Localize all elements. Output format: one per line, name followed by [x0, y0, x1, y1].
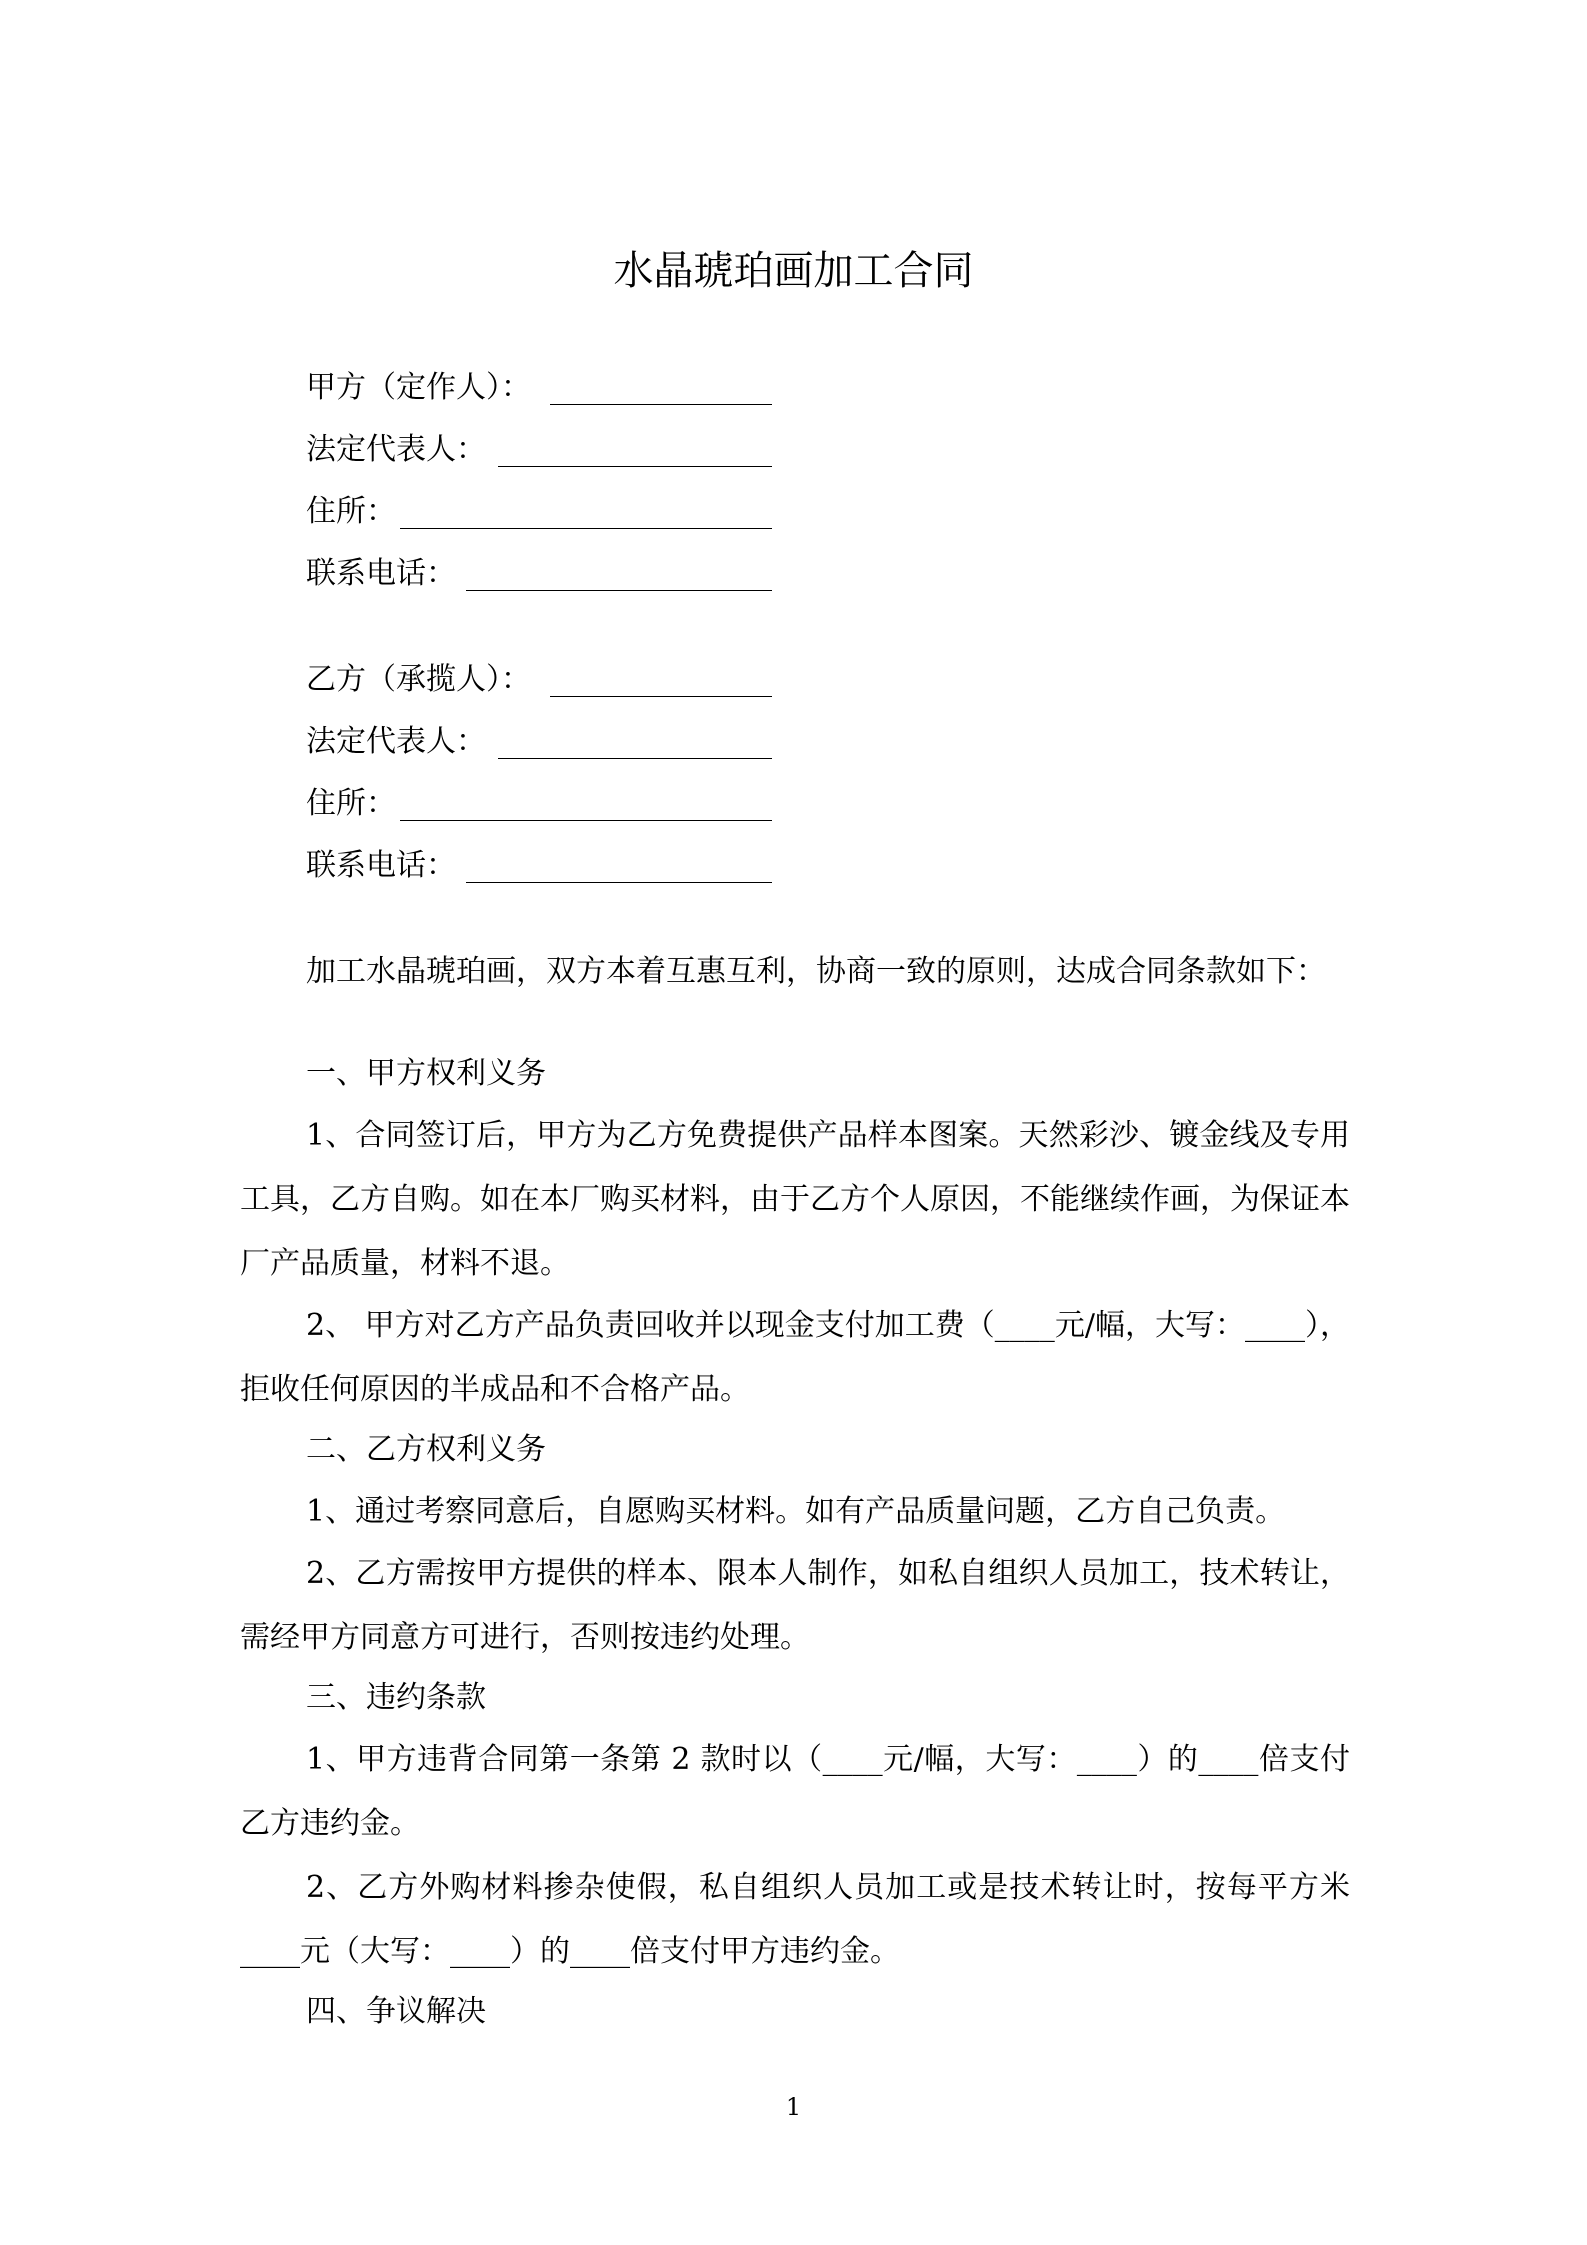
- party-a-name-blank[interactable]: [550, 404, 772, 405]
- section-1-item-2: 2、 甲方对乙方产品负责回收并以现金支付加工费（____元/幅，大写：____），拒收任何原因的半成品和不合格产品。: [240, 1308, 1350, 1407]
- party-a-name-field: [306, 364, 531, 412]
- party-b-rep-field: [306, 718, 486, 766]
- party-a-phone-blank[interactable]: [466, 590, 772, 591]
- party-a-address-label: 住所：: [306, 494, 396, 529]
- section-2-item-2: 2、乙方需按甲方提供的样本、限本人制作，如私自组织人员加工，技术转让，需经甲方同意方可进行，否则按违约处理。: [240, 1556, 1350, 1655]
- party-b-name-blank[interactable]: [550, 696, 772, 697]
- party-b-name-field: [306, 656, 531, 704]
- party-b-address-blank[interactable]: [400, 820, 772, 821]
- party-a-phone-label: 联系电话：: [306, 556, 456, 591]
- section-3-heading: 三、违约条款: [306, 1680, 486, 1715]
- section-2-item-1: 1、通过考察同意后，自愿购买材料。如有产品质量问题，乙方自己负责。: [306, 1494, 1286, 1529]
- party-b-address-field: [306, 780, 396, 828]
- document-title: 水晶琥珀画加工合同: [613, 248, 974, 294]
- page-number: 1: [785, 2093, 802, 2121]
- party-a-name-label: 甲方（定作人）：: [306, 370, 531, 405]
- section-3-item-1: 1、甲方违背合同第一条第 2 款时以（____元/幅，大写：____）的____倍支付乙方违约金。: [240, 1742, 1350, 1841]
- party-b-address-label: 住所：: [306, 786, 396, 821]
- party-a-address-blank[interactable]: [400, 528, 772, 529]
- party-a-address-field: [306, 488, 396, 536]
- party-a-phone-field: [306, 550, 456, 598]
- party-a-rep-blank[interactable]: [498, 466, 772, 467]
- section-1-heading: 一、甲方权利义务: [306, 1056, 546, 1091]
- party-b-rep-blank[interactable]: [498, 758, 772, 759]
- party-a-rep-field: [306, 426, 486, 474]
- party-b-phone-field: [306, 842, 456, 890]
- section-4-heading: 四、争议解决: [306, 1994, 486, 2029]
- section-2-heading: 二、乙方权利义务: [306, 1432, 546, 1467]
- section-3-item-2: 2、乙方外购材料掺杂使假，私自组织人员加工或是技术转让时，按每平方米____元（大写：____）的____倍支付甲方违约金。: [240, 1870, 1350, 1969]
- contract-intro: 加工水晶琥珀画，双方本着互惠互利，协商一致的原则，达成合同条款如下：: [306, 954, 1326, 989]
- party-a-rep-label: 法定代表人：: [306, 432, 486, 467]
- party-b-name-label: 乙方（承揽人）：: [306, 662, 531, 697]
- party-b-phone-blank[interactable]: [466, 882, 772, 883]
- section-1-item-1: 1、合同签订后，甲方为乙方免费提供产品样本图案。天然彩沙、镀金线及专用工具，乙方自购。如在本厂购买材料，由于乙方个人原因，不能继续作画，为保证本厂产品质量，材料不退。: [240, 1118, 1350, 1281]
- party-b-rep-label: 法定代表人：: [306, 724, 486, 759]
- party-b-phone-label: 联系电话：: [306, 848, 456, 883]
